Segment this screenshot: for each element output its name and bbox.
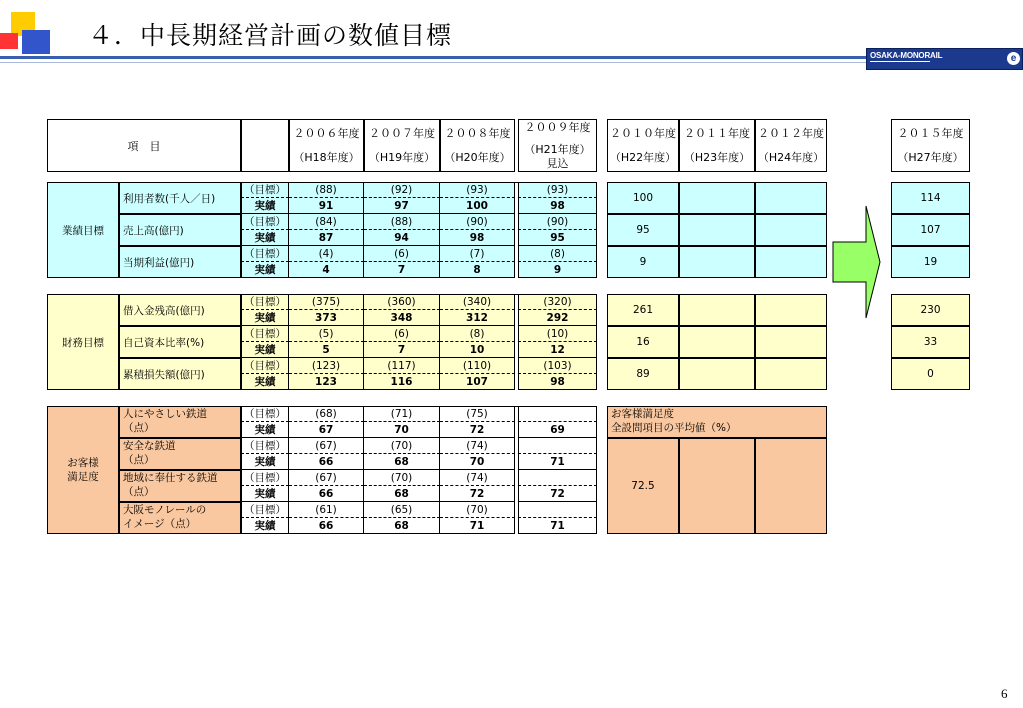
target-label: （目標）	[241, 246, 289, 262]
actual-value: 70	[364, 422, 440, 438]
value-2010: 261	[607, 294, 679, 326]
page-title: ４．中長期経営計画の数値目標	[88, 21, 453, 50]
page-number: 6	[1001, 686, 1008, 701]
actual-label: 実績	[241, 342, 289, 358]
actual-value: 373	[289, 310, 364, 326]
value-2012	[755, 214, 827, 246]
row-item-label-line-2: イメージ（点）	[123, 518, 197, 530]
target-label: （目標）	[241, 214, 289, 230]
value-2010: 95	[607, 214, 679, 246]
row-item-label: 自己資本比率(%)	[119, 326, 241, 358]
header-year-4-line-2: （H21年度）	[524, 142, 591, 156]
logo-mark-icon: e	[1007, 52, 1020, 65]
actual-value: 71	[518, 518, 597, 534]
header-year-4-line-1: ２００９年度	[524, 120, 591, 134]
row-item-label	[119, 502, 241, 534]
actual-value: 4	[289, 262, 364, 278]
actual-value: 100	[440, 198, 515, 214]
target-value: (88)	[289, 182, 364, 198]
target-value: (8)	[518, 246, 597, 262]
target-value: (90)	[518, 214, 597, 230]
value-2010: 16	[607, 326, 679, 358]
actual-value: 312	[440, 310, 515, 326]
target-value: (103)	[518, 358, 597, 374]
target-value: (70)	[364, 470, 440, 486]
actual-value: 107	[440, 374, 515, 390]
target-label: （目標）	[241, 502, 289, 518]
target-value	[518, 438, 597, 454]
header-year-3-line-2: （H20年度）	[444, 150, 511, 164]
header-year-7-line-2: （H24年度）	[757, 150, 825, 164]
actual-label: 実績	[241, 486, 289, 502]
header-year-7	[755, 119, 827, 172]
header-year-7-line-1: ２０１２年度	[758, 126, 824, 140]
actual-value: 7	[364, 262, 440, 278]
header-year-8-line-2: （H27年度）	[897, 150, 964, 164]
header-year-2-line-1: ２００７年度	[369, 126, 435, 140]
satisfaction-avg-2010: 72.5	[607, 438, 679, 534]
group-top-border	[241, 406, 597, 407]
actual-label: 実績	[241, 230, 289, 246]
actual-value: 66	[289, 518, 364, 534]
actual-label: 実績	[241, 262, 289, 278]
target-value: (110)	[440, 358, 515, 374]
actual-value: 292	[518, 310, 597, 326]
target-label: （目標）	[241, 470, 289, 486]
row-item-label	[119, 470, 241, 502]
target-value: (5)	[289, 326, 364, 342]
actual-value: 68	[364, 518, 440, 534]
target-value: (74)	[440, 470, 515, 486]
row-item-label-line-1: 大阪モノレールの	[123, 504, 207, 516]
group-3-label-line-2: 満足度	[67, 471, 99, 483]
row-item-label: 累積損失額(億円)	[119, 358, 241, 390]
actual-label: 実績	[241, 198, 289, 214]
target-label: （目標）	[241, 438, 289, 454]
header-year-1-line-2: （H18年度）	[293, 150, 360, 164]
actual-value: 94	[364, 230, 440, 246]
actual-value: 67	[289, 422, 364, 438]
target-value: (92)	[364, 182, 440, 198]
header-year-6-line-2: （H23年度）	[683, 150, 751, 164]
satisfaction-2011	[679, 438, 755, 534]
actual-value: 95	[518, 230, 597, 246]
logo-underline	[870, 61, 930, 62]
row-item-label: 当期利益(億円)	[119, 246, 241, 278]
row-item-label-line-1: 安全な鉄道	[123, 440, 176, 452]
row-item-label	[119, 438, 241, 470]
target-value: (65)	[364, 502, 440, 518]
target-value: (61)	[289, 502, 364, 518]
header-year-8	[891, 119, 970, 172]
target-label: （目標）	[241, 406, 289, 422]
target-value: (90)	[440, 214, 515, 230]
target-label: （目標）	[241, 182, 289, 198]
target-value: (340)	[440, 294, 515, 310]
company-logo	[866, 48, 1023, 70]
target-value: (6)	[364, 326, 440, 342]
actual-value: 348	[364, 310, 440, 326]
row-item-label: 借入金残高(億円)	[119, 294, 241, 326]
target-value: (360)	[364, 294, 440, 310]
value-2011	[679, 358, 755, 390]
value-2012	[755, 182, 827, 214]
actual-label: 実績	[241, 454, 289, 470]
actual-value: 7	[364, 342, 440, 358]
value-2012	[755, 326, 827, 358]
header-year-6	[679, 119, 755, 172]
row-item-label-line-1: 地域に奉仕する鉄道	[123, 472, 218, 484]
actual-label: 実績	[241, 310, 289, 326]
actual-value: 87	[289, 230, 364, 246]
actual-value: 66	[289, 486, 364, 502]
actual-value: 116	[364, 374, 440, 390]
value-2011	[679, 182, 755, 214]
value-2011	[679, 214, 755, 246]
actual-value: 123	[289, 374, 364, 390]
actual-value: 71	[518, 454, 597, 470]
actual-label: 実績	[241, 518, 289, 534]
satisfaction-2012	[755, 438, 827, 534]
group-1-label: 業績目標	[47, 182, 119, 278]
header-year-2-line-2: （H19年度）	[368, 150, 436, 164]
target-value: (8)	[440, 326, 515, 342]
target-value: (74)	[440, 438, 515, 454]
actual-value: 10	[440, 342, 515, 358]
actual-value: 91	[289, 198, 364, 214]
actual-value: 98	[518, 198, 597, 214]
actual-value: 72	[440, 422, 515, 438]
value-2010: 9	[607, 246, 679, 278]
target-value: (88)	[364, 214, 440, 230]
actual-value: 69	[518, 422, 597, 438]
target-value: (7)	[440, 246, 515, 262]
group-2-label: 財務目標	[47, 294, 119, 390]
actual-value: 8	[440, 262, 515, 278]
actual-value: 71	[440, 518, 515, 534]
logo-text: OSAKA-MONORAIL	[870, 51, 943, 60]
value-2015: 230	[891, 294, 970, 326]
target-value	[518, 470, 597, 486]
satisfaction-note-line-2: 全設問項目の平均値（%）	[611, 422, 737, 434]
actual-label: 実績	[241, 422, 289, 438]
deco-square-red	[0, 33, 18, 49]
value-2011	[679, 294, 755, 326]
target-value: (71)	[364, 406, 440, 422]
row-item-label: 売上高(億円)	[119, 214, 241, 246]
actual-value: 12	[518, 342, 597, 358]
header-blank	[241, 119, 289, 172]
target-value: (93)	[440, 182, 515, 198]
target-value: (123)	[289, 358, 364, 374]
actual-value: 72	[518, 486, 597, 502]
header-year-6-line-1: ２０１１年度	[684, 126, 750, 140]
target-value: (75)	[440, 406, 515, 422]
header-year-1	[289, 119, 364, 172]
row-item-label-line-2: （点）	[123, 454, 155, 466]
value-2015: 0	[891, 358, 970, 390]
row-item-label-line-1: 人にやさしい鉄道	[123, 408, 207, 420]
value-2015: 114	[891, 182, 970, 214]
header-year-2	[364, 119, 440, 172]
actual-value: 98	[518, 374, 597, 390]
group-top-border	[241, 294, 597, 295]
target-value: (320)	[518, 294, 597, 310]
target-label: （目標）	[241, 326, 289, 342]
forward-arrow-icon	[832, 205, 882, 319]
target-value: (117)	[364, 358, 440, 374]
header-year-3	[440, 119, 515, 172]
header-year-5-line-2: （H22年度）	[609, 150, 677, 164]
actual-value: 5	[289, 342, 364, 358]
value-2015: 33	[891, 326, 970, 358]
target-value: (70)	[364, 438, 440, 454]
value-2011	[679, 246, 755, 278]
target-value: (4)	[289, 246, 364, 262]
header-year-1-line-1: ２００６年度	[293, 126, 360, 140]
target-value: (67)	[289, 438, 364, 454]
target-label: （目標）	[241, 358, 289, 374]
value-2012	[755, 294, 827, 326]
target-value: (6)	[364, 246, 440, 262]
target-value: (67)	[289, 470, 364, 486]
group-3-label	[47, 406, 119, 534]
group-3-label-line-1: お客様	[67, 457, 99, 469]
satisfaction-note	[607, 406, 827, 438]
header-year-4-line-3: 見込	[546, 156, 569, 170]
target-label: （目標）	[241, 294, 289, 310]
actual-value: 68	[364, 486, 440, 502]
target-value: (68)	[289, 406, 364, 422]
target-value	[518, 406, 597, 422]
header-year-5-line-1: ２０１０年度	[610, 126, 676, 140]
group-top-border	[241, 182, 597, 183]
target-value	[518, 502, 597, 518]
target-value: (70)	[440, 502, 515, 518]
value-2012	[755, 358, 827, 390]
header-year-4	[518, 119, 597, 172]
actual-label: 実績	[241, 374, 289, 390]
header-year-3-line-1: ２００８年度	[444, 126, 511, 140]
value-2010: 89	[607, 358, 679, 390]
header-year-8-line-1: ２０１５年度	[897, 126, 964, 140]
actual-value: 97	[364, 198, 440, 214]
actual-value: 68	[364, 454, 440, 470]
actual-value: 98	[440, 230, 515, 246]
target-value: (10)	[518, 326, 597, 342]
row-item-label: 利用者数(千人／日)	[119, 182, 241, 214]
row-item-label-line-2: （点）	[123, 422, 155, 434]
target-value: (375)	[289, 294, 364, 310]
value-2010: 100	[607, 182, 679, 214]
header-year-5	[607, 119, 679, 172]
value-2012	[755, 246, 827, 278]
target-value: (93)	[518, 182, 597, 198]
actual-value: 72	[440, 486, 515, 502]
actual-value: 70	[440, 454, 515, 470]
actual-value: 9	[518, 262, 597, 278]
value-2011	[679, 326, 755, 358]
deco-square-blue	[22, 30, 50, 54]
row-item-label	[119, 406, 241, 438]
header-item-label: 項 目	[47, 119, 241, 172]
satisfaction-note-line-1: お客様満足度	[611, 408, 674, 420]
target-value: (84)	[289, 214, 364, 230]
value-2015: 19	[891, 246, 970, 278]
value-2015: 107	[891, 214, 970, 246]
row-item-label-line-2: （点）	[123, 486, 155, 498]
actual-value: 66	[289, 454, 364, 470]
